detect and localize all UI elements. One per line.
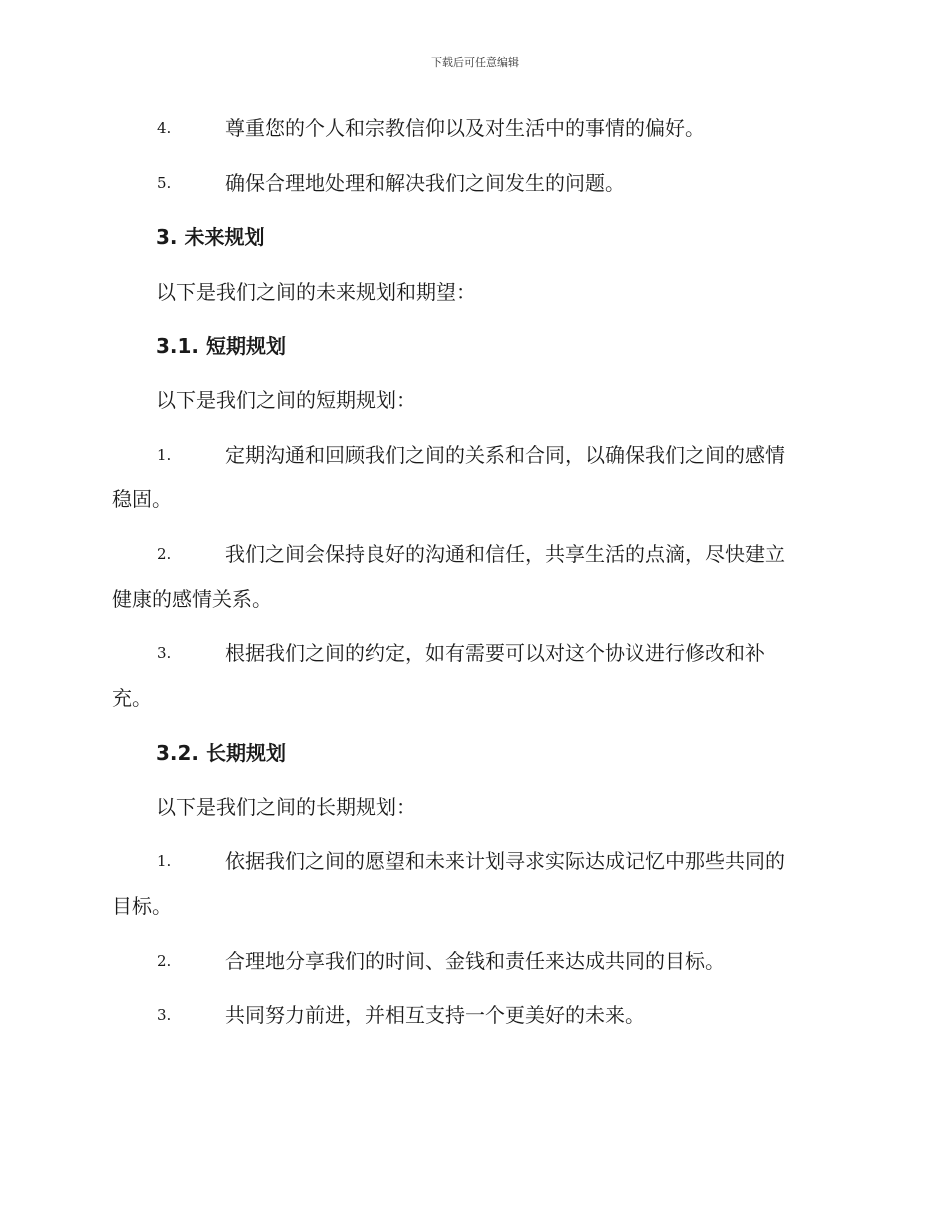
list-item-text: 确保合理地处理和解决我们之间发生的问题。 <box>225 171 625 195</box>
list-item-number: 4. <box>157 119 172 137</box>
list-item-continuation: 充。 <box>112 686 152 710</box>
list-item-text: 尊重您的个人和宗教信仰以及对生活中的事情的偏好。 <box>225 116 705 140</box>
list-item-number: 3. <box>157 644 172 662</box>
list-item-number: 1. <box>157 446 172 464</box>
list-item-number: 5. <box>157 174 172 192</box>
page-header: 下载后可任意编辑 <box>431 56 519 69</box>
list-item-text: 合理地分享我们的时间、金钱和责任来达成共同的目标。 <box>225 949 725 973</box>
list-item-text: 我们之间会保持良好的沟通和信任，共享生活的点滴，尽快建立 <box>225 542 785 566</box>
list-item-number: 3. <box>157 1006 172 1024</box>
subsection-intro: 以下是我们之间的长期规划： <box>156 795 416 819</box>
list-item-continuation: 稳固。 <box>112 487 172 511</box>
subsection-heading: 3.2. 长期规划 <box>156 741 286 765</box>
list-item-continuation: 健康的感情关系。 <box>112 587 272 611</box>
subsection-heading: 3.1. 短期规划 <box>156 334 286 358</box>
list-item-text: 共同努力前进，并相互支持一个更美好的未来。 <box>225 1003 645 1027</box>
subsection-intro: 以下是我们之间的短期规划： <box>156 388 416 412</box>
section-intro: 以下是我们之间的未来规划和期望： <box>156 280 476 304</box>
list-item-number: 2. <box>157 545 172 563</box>
list-item-text: 依据我们之间的愿望和未来计划寻求实际达成记忆中那些共同的 <box>225 849 785 873</box>
list-item-number: 2. <box>157 952 172 970</box>
list-item-text: 根据我们之间的约定，如有需要可以对这个协议进行修改和补 <box>225 641 765 665</box>
list-item-text: 定期沟通和回顾我们之间的关系和合同，以确保我们之间的感情 <box>225 443 785 467</box>
section-heading: 3. 未来规划 <box>156 225 265 249</box>
list-item-number: 1. <box>157 852 172 870</box>
list-item-continuation: 目标。 <box>112 894 172 918</box>
